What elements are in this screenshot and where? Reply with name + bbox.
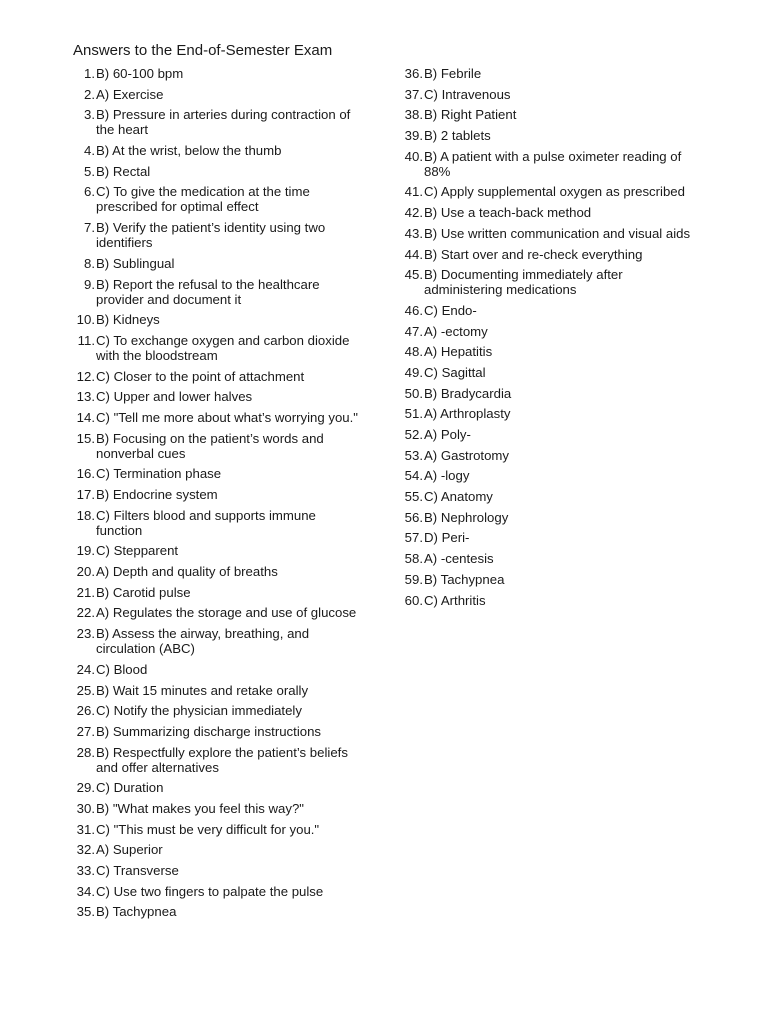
answer-number: 1. <box>84 66 95 81</box>
answer-number: 34. <box>76 883 95 899</box>
answer-item <box>399 406 699 421</box>
answer-number: 10. <box>76 312 95 328</box>
answer-text: B) At the wrist, below the thumb <box>96 143 282 159</box>
answer-text: C) Use two fingers to palpate the pulse <box>96 883 324 899</box>
answer-text: B) 2 tablets <box>424 128 491 144</box>
answer-item <box>72 184 362 214</box>
answer-item <box>399 226 699 241</box>
answer-text: C) Arthritis <box>424 592 486 608</box>
answer-number: 57. <box>404 530 423 546</box>
answers-right-column <box>399 66 699 613</box>
answer-item <box>72 842 362 857</box>
answer-item <box>72 822 362 837</box>
answer-number: 24. <box>76 661 95 677</box>
answer-number: 39. <box>404 128 423 144</box>
answer-text: C) Upper and lower halves <box>96 389 253 405</box>
answer-number: 4. <box>84 143 95 159</box>
answer-number: 19. <box>76 543 95 559</box>
answer-text: C) Duration <box>96 780 164 796</box>
answer-number: 29. <box>76 780 95 796</box>
answer-text: C) Sagittal <box>424 364 486 380</box>
answer-text: B) Febrile <box>424 66 482 81</box>
answer-text: B) Report the refusal to the healthcare provider and document it <box>96 276 320 307</box>
answer-item <box>72 107 362 137</box>
answer-text: C) Termination phase <box>96 466 222 482</box>
answer-text: A) Hepatitis <box>424 344 493 360</box>
answer-text: B) Rectal <box>96 163 151 179</box>
answer-text: C) Intravenous <box>424 86 511 102</box>
answer-text: C) To give the medication at the time prescribed for optimal effect <box>96 184 310 215</box>
answer-item <box>399 324 699 339</box>
answer-text: B) Right Patient <box>424 107 517 123</box>
answer-item <box>72 564 362 579</box>
answer-number: 17. <box>76 487 95 502</box>
answer-number: 48. <box>404 344 423 360</box>
answer-number: 44. <box>404 246 423 262</box>
answer-number: 41. <box>404 184 423 200</box>
answer-number: 22. <box>76 605 95 621</box>
answer-text: A) -ectomy <box>424 323 488 339</box>
answer-item <box>72 143 362 158</box>
answer-text: B) Use a teach-back method <box>424 205 592 221</box>
answer-number: 54. <box>404 468 423 484</box>
answer-text: A) Depth and quality of breaths <box>96 564 278 580</box>
answer-text: A) Regulates the storage and use of glucose <box>96 605 357 621</box>
answer-number: 36. <box>404 66 423 81</box>
answer-text: B) "What makes you feel this way?" <box>96 800 304 816</box>
answer-text: A) Superior <box>96 842 163 858</box>
answer-item <box>72 683 362 698</box>
answer-text: B) Focusing on the patient’s words and nonverbal cues <box>96 430 324 461</box>
answer-item <box>72 466 362 481</box>
answer-item <box>399 87 699 102</box>
answer-item <box>399 247 699 262</box>
answer-text: A) -logy <box>424 468 470 484</box>
answer-item <box>399 128 699 143</box>
answer-number: 40. <box>404 148 423 164</box>
answer-text: B) 60-100 bpm <box>96 66 184 81</box>
answer-item <box>72 863 362 878</box>
answer-number: 35. <box>76 904 95 920</box>
answer-text: B) Assess the airway, breathing, and circulation (ABC) <box>96 626 310 657</box>
answer-text: A) Arthroplasty <box>424 406 511 422</box>
answer-number: 28. <box>76 744 95 760</box>
answer-number: 11. <box>77 332 95 348</box>
answer-text: B) Tachypnea <box>424 571 505 587</box>
answer-number: 13. <box>76 389 95 405</box>
answer-text: B) Nephrology <box>424 509 509 525</box>
answer-item <box>72 487 362 502</box>
answer-number: 7. <box>84 220 95 236</box>
answer-item <box>72 431 362 461</box>
answer-item <box>72 626 362 656</box>
answer-number: 12. <box>76 368 95 384</box>
answer-text: C) Endo- <box>424 302 477 318</box>
answer-text: C) Anatomy <box>424 489 493 505</box>
answer-item <box>399 593 699 608</box>
answer-text: A) Poly- <box>424 427 471 442</box>
answer-text: C) To exchange oxygen and carbon dioxide with the bloodstream <box>96 332 350 363</box>
answer-item <box>399 66 699 81</box>
answer-number: 49. <box>404 364 423 380</box>
answer-number: 47. <box>404 323 423 339</box>
answer-number: 52. <box>404 427 423 442</box>
answer-text: B) Respectfully explore the patient’s beliefs and offer alternatives <box>96 744 348 775</box>
answer-text: B) Kidneys <box>96 312 160 328</box>
answer-item <box>72 543 362 558</box>
answer-text: B) Tachypnea <box>96 904 177 920</box>
answer-number: 2. <box>84 86 95 102</box>
answer-number: 8. <box>84 255 95 271</box>
answer-item <box>399 149 699 179</box>
answer-item <box>72 884 362 899</box>
answer-item <box>72 87 362 102</box>
answer-text: B) A patient with a pulse oximeter reading of 88% <box>424 148 682 179</box>
answer-text: B) Summarizing discharge instructions <box>96 723 322 739</box>
answer-item <box>399 448 699 463</box>
answer-number: 14. <box>76 409 95 425</box>
answer-text: C) "This must be very difficult for you." <box>96 821 320 837</box>
answer-text: A) Exercise <box>96 86 164 102</box>
answer-number: 42. <box>404 205 423 221</box>
answer-number: 3. <box>84 107 95 123</box>
answer-number: 43. <box>404 225 423 241</box>
answer-text: B) Carotid pulse <box>96 584 191 600</box>
answers-left-column <box>72 66 362 925</box>
answer-number: 58. <box>404 551 423 567</box>
answer-item <box>72 724 362 739</box>
answer-number: 20. <box>76 564 95 580</box>
answer-item <box>72 780 362 795</box>
answer-number: 37. <box>404 86 423 102</box>
answer-text: B) Pressure in arteries during contraction of the heart <box>96 107 351 138</box>
answer-item <box>399 551 699 566</box>
answer-number: 27. <box>76 723 95 739</box>
answer-number: 31. <box>76 821 95 837</box>
answer-text: C) Filters blood and supports immune function <box>96 507 316 538</box>
answer-number: 53. <box>404 447 423 463</box>
answer-item <box>399 344 699 359</box>
answer-number: 50. <box>404 385 423 401</box>
answer-number: 51. <box>404 406 423 422</box>
answer-text: B) Endocrine system <box>96 487 218 502</box>
answer-number: 45. <box>404 267 423 283</box>
answer-item <box>399 510 699 525</box>
answer-item <box>72 662 362 677</box>
page-title: Answers to the End-of-Semester Exam <box>73 42 333 59</box>
answer-text: C) Stepparent <box>96 543 179 559</box>
answer-text: C) Apply supplemental oxygen as prescribed <box>424 184 685 200</box>
answer-number: 25. <box>76 682 95 698</box>
answer-text: B) Verify the patient’s identity using two identifiers <box>96 220 326 251</box>
answer-text: C) Blood <box>96 661 148 677</box>
answer-number: 26. <box>76 703 95 719</box>
answer-text: B) Documenting immediately after administering medications <box>424 267 623 298</box>
answer-number: 18. <box>76 507 95 523</box>
answer-item <box>399 530 699 545</box>
answer-number: 15. <box>76 430 95 446</box>
answer-item <box>399 184 699 199</box>
answer-number: 21. <box>76 584 95 600</box>
answer-number: 33. <box>76 863 95 878</box>
answer-item <box>72 605 362 620</box>
answer-item <box>399 365 699 380</box>
answer-number: 55. <box>404 489 423 505</box>
answer-item <box>399 489 699 504</box>
answer-text: B) Wait 15 minutes and retake orally <box>96 682 309 698</box>
answer-text: B) Bradycardia <box>424 385 512 401</box>
answer-item <box>399 205 699 220</box>
answer-number: 30. <box>76 800 95 816</box>
answer-item <box>399 386 699 401</box>
answer-number: 9. <box>84 276 95 292</box>
answer-item <box>72 389 362 404</box>
answer-item <box>399 427 699 442</box>
answer-item <box>72 66 362 81</box>
answer-text: C) Closer to the point of attachment <box>96 368 305 384</box>
answer-text: C) Transverse <box>96 863 179 878</box>
answer-text: C) "Tell me more about what’s worrying you." <box>96 409 358 425</box>
answer-item <box>72 585 362 600</box>
answer-item <box>399 107 699 122</box>
answer-item <box>72 703 362 718</box>
answer-item <box>72 220 362 250</box>
answer-number: 16. <box>76 466 95 482</box>
answer-item <box>72 745 362 775</box>
answer-number: 56. <box>404 509 423 525</box>
answer-text: B) Sublingual <box>96 255 175 271</box>
answer-number: 38. <box>404 107 423 123</box>
answer-number: 5. <box>84 163 95 179</box>
answer-number: 59. <box>404 571 423 587</box>
answer-item <box>72 369 362 384</box>
answer-text: A) Gastrotomy <box>424 447 510 463</box>
answer-item <box>72 164 362 179</box>
answer-item <box>72 410 362 425</box>
answer-item <box>72 801 362 816</box>
answer-item <box>72 904 362 919</box>
answer-text: B) Use written communication and visual aids <box>424 225 691 241</box>
answer-item <box>72 256 362 271</box>
answer-text: A) -centesis <box>424 551 494 567</box>
answer-item <box>399 303 699 318</box>
answer-item <box>72 277 362 307</box>
answer-item <box>72 333 362 363</box>
answer-number: 6. <box>84 184 95 200</box>
answer-number: 60. <box>404 592 423 608</box>
answer-number: 46. <box>404 302 423 318</box>
answer-number: 23. <box>76 626 95 642</box>
answer-item <box>399 572 699 587</box>
answer-item <box>399 468 699 483</box>
answer-text: B) Start over and re-check everything <box>424 246 643 262</box>
answer-text: C) Notify the physician immediately <box>96 703 302 719</box>
answer-item <box>399 267 699 297</box>
answer-item <box>72 312 362 327</box>
answer-text: D) Peri- <box>424 530 470 546</box>
answer-number: 32. <box>76 842 95 858</box>
answer-item <box>72 508 362 538</box>
